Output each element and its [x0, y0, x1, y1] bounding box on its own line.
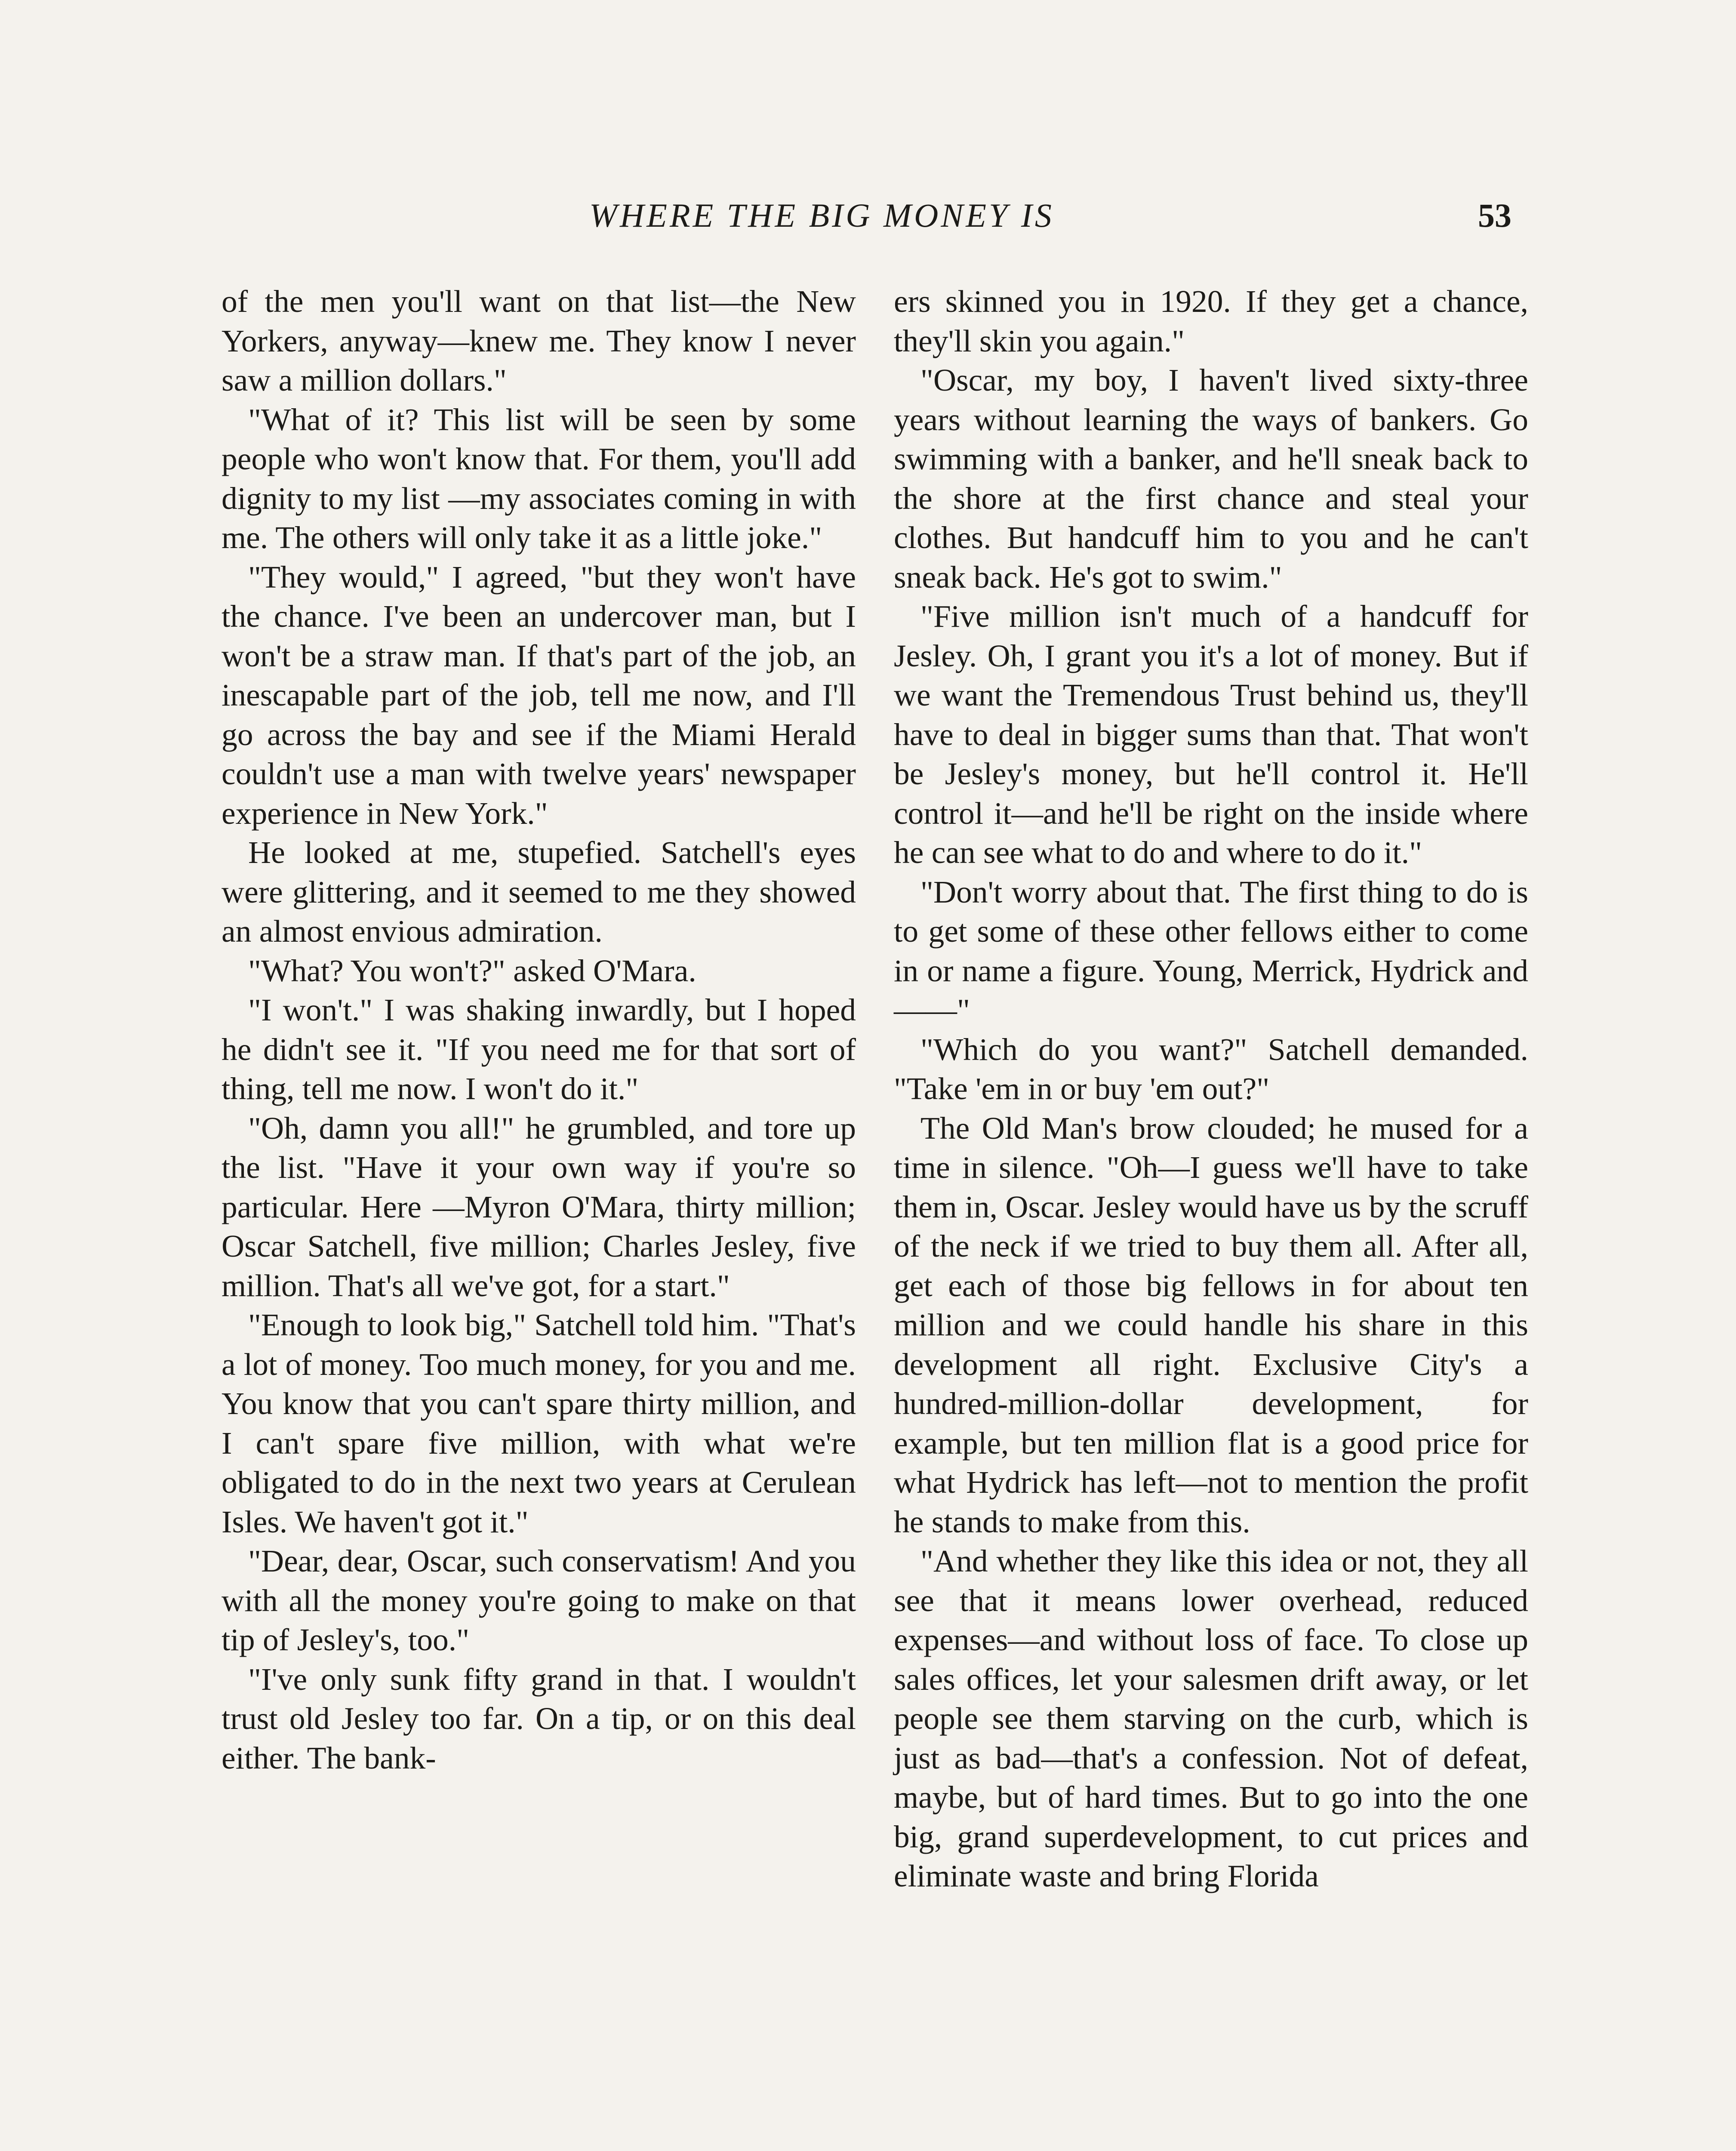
paragraph: "Oscar, my boy, I haven't lived sixty-three years without learning the ways of bankers. Go swimming with a banker, and he'll sneak back to the shore at the first chance and steal your clothes. But handcuff him to you and he can't sneak back. He's got to swim." — [894, 363, 1528, 595]
running-title: WHERE THE BIG MONEY IS — [589, 197, 1054, 234]
page-number: 53 — [1478, 197, 1511, 234]
paragraph: "They would," I agreed, "but they won't have the chance. I've been an undercover man, but I won't be a straw man. If that's part of the job, an inescapable part of the job, tell me now, and I'll go across the bay and see if the Miami Herald couldn't use a man with twelve years' newspaper experience in New York." — [222, 559, 856, 831]
left-column — [222, 282, 856, 1778]
paragraph: "I've only sunk fifty grand in that. I wouldn't trust old Jesley too far. On a tip, or on this deal either. The bank- — [222, 1661, 856, 1775]
paragraph: of the men you'll want on that list—the New Yorkers, anyway—knew me. They know I never saw a million dollars." — [222, 284, 856, 398]
paragraph: "And whether they like this idea or not, they all see that it means lower overhead, reduced expenses—and without loss of face. To close up sales offices, let your salesmen drift away, or let people see them starving on the curb, which is just as bad—that's a confession. Not of defeat, maybe, but of hard times. But to go into the one big, grand superdevelopment, to cut prices and eliminate waste and bring Florida — [894, 1544, 1528, 1893]
paragraph: "What of it? This list will be seen by some people who won't know that. For them, you'll add dignity to my list —my associates coming in with me. The others will only take it as a little joke." — [222, 402, 856, 555]
paragraph: "I won't." I was shaking inwardly, but I hoped he didn't see it. "If you need me for that sort of thing, tell me now. I won't do it." — [222, 992, 856, 1106]
paragraph: "Dear, dear, Oscar, such conservatism! And you with all the money you're going to make on that tip of Jesley's, too." — [222, 1544, 856, 1657]
paragraph: "Oh, damn you all!" he grumbled, and tore up the list. "Have it your own way if you're so particular. Here —Myron O'Mara, thirty million; Oscar Satchell, five million; Charles Jesley, five million. That's all we've got, for a start." — [222, 1110, 856, 1303]
paragraph: ers skinned you in 1920. If they get a chance, they'll skin you again." — [894, 284, 1528, 358]
right-column — [894, 282, 1528, 1896]
paragraph: "Don't worry about that. The first thing to do is to get some of these other fellows either to come in or name a figure. Young, Merrick, Hydrick and——" — [894, 874, 1528, 1027]
paragraph: The Old Man's brow clouded; he mused for a time in silence. "Oh—I guess we'll have to take them in, Oscar. Jesley would have us by the scruff of the neck if we tried to buy them all. After all, get each of those big fellows in for about ten million and we could handle his share in this development all right. Exclusive City's a hundred-million-dollar development, for example, but ten million flat is a good price for what Hydrick has left—not to mention the profit he stands to make from this. — [894, 1110, 1528, 1539]
paragraph: He looked at me, stupefied. Satchell's eyes were glittering, and it seemed to me they showed an almost envious admiration. — [222, 835, 856, 949]
paragraph: "Which do you want?" Satchell demanded. "Take 'em in or buy 'em out?" — [894, 1032, 1528, 1106]
paragraph: "Enough to look big," Satchell told him. "That's a lot of money. Too much money, for you and me. You know that you can't spare thirty million, and I can't spare five million, with what we're obligated to do in the next two years at Cerulean Isles. We haven't got it." — [222, 1307, 856, 1539]
paragraph: "What? You won't?" asked O'Mara. — [248, 953, 696, 988]
paragraph: "Five million isn't much of a handcuff for Jesley. Oh, I grant you it's a lot of money. But if we want the Tremendous Trust behind us, they'll have to deal in bigger sums than that. That won't be Jesley's money, but he'll control it. He'll control it—and he'll be right on the inside where he can see what to do and where to do it." — [894, 599, 1528, 870]
